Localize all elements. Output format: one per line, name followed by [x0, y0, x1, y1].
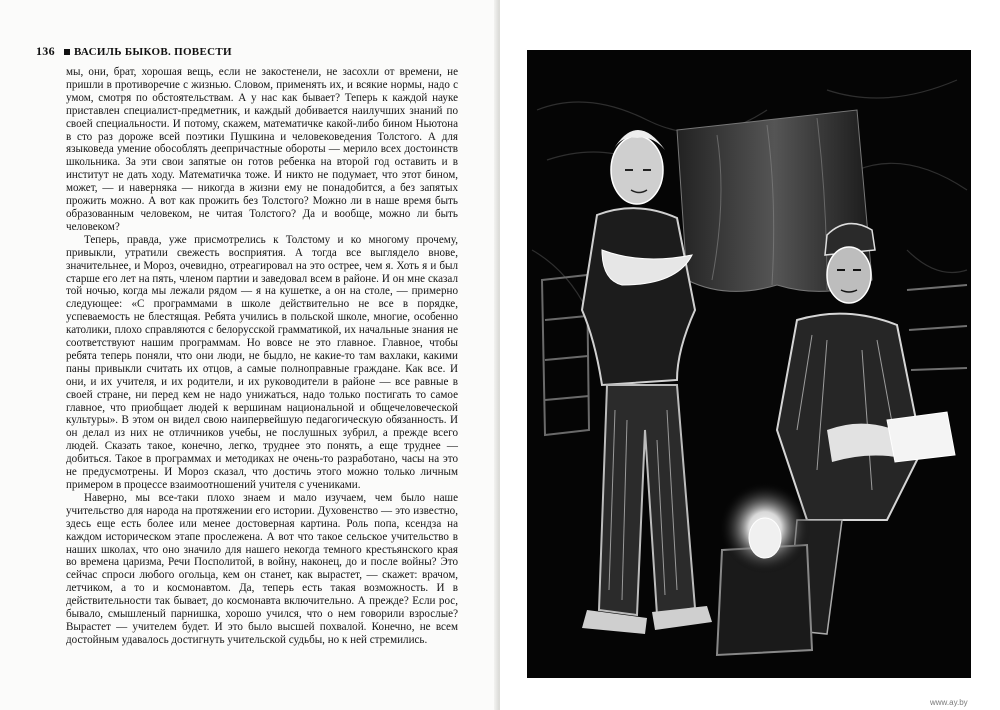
body-text	[66, 66, 458, 647]
paragraph: Наверно, мы все-таки плохо знаем и мало изучаем, чем было наше учительство для народа на протяжении его истории. Духовенство — это известно, здесь еще есть более или менее достоверная картина. Роль попа, ксендза на каждом историческом этапе прослежена. А вот что такое сельское учительство в наших школах, что оно значило для нашего некогда темного крестьянского края во времена царизма, Речи Посполитой, в войну, наконец, до и после войны? Это сейчас спроси любого огольца, кем он станет, как вырастет, — скажет: врачом, летчиком, а то и космонавтом. Да, теперь есть такая возможность. И в действительности так бывает, до космонавта включительно. А прежде? Если рос, бывало, смышленый парнишка, хорошо учился, что о нем говорили взрослые? Вырастет — учителем будет. И это было высшей похвалой. Конечно, не всем достойным удавалось достигнуть учительской судьбы, но к ней стремились.	[66, 491, 458, 646]
paragraph: мы, они, брат, хорошая вещь, если не закостенели, не засохли от времени, не пришли в противоречие с жизнью. Словом, применять их, и всякие нормы, надо с умом, смотря по обстоятельствам. А у нас как бывает? Теперь к каждой науке приставлен специалист-предметник, и каждый добивается наилучших знаний по своей специальности. И потому, скажем, математичке какой-либо бином Ньютона в сто раз дороже всей поэтики Пушкина и человековедения Толстого. А для языковеда умение обособлять деепричастные обороты — мерило всех достоинств школьника. За эти свои запятые он готов ребенка на второй год оставить и в институт не дать ходу. Математичка тоже. И никто не подумает, что этот бином, может, — и наверняка — никогда в жизни ему не понадобится, а без запятых прожить можно. А вот как прожить без Толстого? Можно ли в наше время быть образованным человеком, не читая Толстого? Да и вообще, можно ли быть человеком?	[66, 66, 458, 233]
square-bullet-icon	[64, 49, 70, 55]
page-number: 136	[36, 44, 55, 58]
paragraph: Теперь, правда, уже присмотрелись к Толстому и ко многому прочему, привыкли, утратили свежесть восприятия. А тогда все выглядело вновe, значительнее, и Мороз, очевидно, отреагировал на это острее, чем я. Хоть я и был старше его лет на пять, членом партии и заведовал всем в районе. И он мне сказал той ночью, когда мы лежали рядом — я на кушетке, а он на столе, — примерно следующее: «С программами в школе действительно не все в порядке, успеваемость не блестящая. Ребята учились в польской школе, многие, особенно католики, плохо справляются с белорусской грамматикой, их начальные знания не соответствуют нашим программам. Но вовсе не это главное. Главное, чтобы ребята теперь поняли, что они люди, не быдло, не какие-то там вахлаки, какими паны привыкли считать их отцов, а самые полноправные граждане. Как все. И они, и их учителя, и их родители, и их руководители в районе — все равные в своей стране, ни перед кем не надо унижаться, надо только постигать то самое главное, что приобщает людей к вершинам национальной и общечеловеческой культуры». В этом он видел свою наипервейшую педагогическую обязанность. И он делал из них не отличников учебы, не послушных зубрил, а прежде всего людей. Сказать такое, конечно, легко, труднее это понять, а еще труднее — добиться. Такое в программах и методиках не очень-то разработано, часы на это не предусмотрены. И Мороз сказал, что достичь этого можно только личным примером в процессе взаимоотношений учителя с учениками.	[66, 233, 458, 491]
illustration-artwork	[527, 50, 971, 678]
running-head	[36, 44, 456, 58]
watermark-text: www.ay.by	[930, 698, 968, 707]
illustration-plate	[527, 50, 971, 678]
running-title: ВАСИЛЬ БЫКОВ. ПОВЕСТИ	[73, 46, 232, 58]
